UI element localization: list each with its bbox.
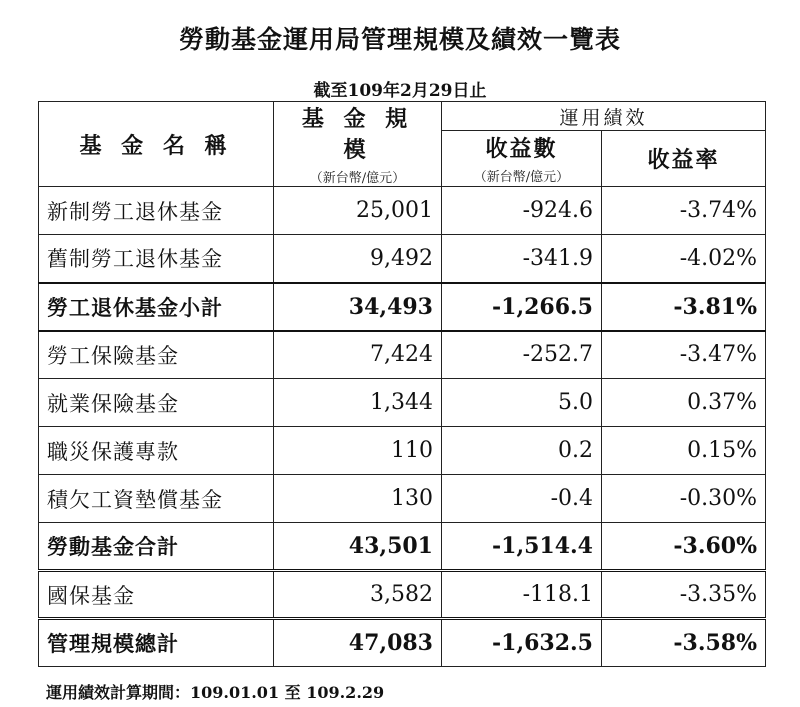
grand-total-row — [39, 619, 766, 667]
total-row — [39, 523, 766, 571]
scale-cell: 130 — [274, 475, 442, 523]
fund-name-cell: 管理規模總計 — [39, 619, 274, 667]
income-cell: 5.0 — [442, 379, 602, 427]
fund-name-cell: 職災保護專款 — [39, 427, 274, 475]
table-row — [39, 379, 766, 427]
table-row — [39, 187, 766, 235]
header-income: 收益數 （新台幣/億元） — [442, 131, 602, 187]
fund-name-cell: 舊制勞工退休基金 — [39, 235, 274, 283]
income-cell: -252.7 — [442, 331, 602, 379]
fund-name-cell: 勞工退休基金小計 — [39, 283, 274, 331]
scale-cell: 9,492 — [274, 235, 442, 283]
rate-cell: -3.81% — [602, 283, 766, 331]
header-scale-unit: （新台幣/億元） — [309, 171, 406, 186]
fund-name-cell: 新制勞工退休基金 — [39, 187, 274, 235]
table-row — [39, 427, 766, 475]
calculation-period-note: 運用績效計算期間：109.01.01 至 109.2.29 — [46, 683, 385, 702]
fund-performance-table — [38, 101, 766, 667]
income-cell: -341.9 — [442, 235, 602, 283]
income-cell: -924.6 — [442, 187, 602, 235]
header-rate: 收益率 — [602, 131, 766, 187]
scale-cell: 3,582 — [274, 571, 442, 619]
rate-cell: -3.47% — [602, 331, 766, 379]
rate-cell: 0.15% — [602, 427, 766, 475]
rate-cell: -0.30% — [602, 475, 766, 523]
scale-cell: 25,001 — [274, 187, 442, 235]
rate-cell: -4.02% — [602, 235, 766, 283]
rate-cell: -3.60% — [602, 523, 766, 571]
rate-cell: -3.35% — [602, 571, 766, 619]
rate-cell: -3.74% — [602, 187, 766, 235]
subtotal-row — [39, 283, 766, 331]
table-row — [39, 571, 766, 619]
table-row — [39, 331, 766, 379]
header-fund-name: 基 金 名 稱 — [39, 102, 274, 187]
scale-cell: 110 — [274, 427, 442, 475]
scale-cell: 1,344 — [274, 379, 442, 427]
income-cell: -1,632.5 — [442, 619, 602, 667]
date-subtitle: 截至109年2月29日止 — [313, 81, 487, 101]
income-cell: -0.4 — [442, 475, 602, 523]
rate-cell: -3.58% — [602, 619, 766, 667]
fund-name-cell: 就業保險基金 — [39, 379, 274, 427]
fund-name-cell: 勞動基金合計 — [39, 523, 274, 571]
scale-cell: 47,083 — [274, 619, 442, 667]
income-cell: -1,514.4 — [442, 523, 602, 571]
header-performance-group: 運用績效 — [442, 102, 766, 131]
scale-cell: 7,424 — [274, 331, 442, 379]
income-cell: -118.1 — [442, 571, 602, 619]
fund-name-cell: 勞工保險基金 — [39, 331, 274, 379]
rate-cell: 0.37% — [602, 379, 766, 427]
table-row — [39, 235, 766, 283]
fund-name-cell: 積欠工資墊償基金 — [39, 475, 274, 523]
header-scale: 基 金 規 模 （新台幣/億元） — [274, 102, 442, 187]
page-title: 勞動基金運用局管理規模及績效一覽表 — [178, 25, 621, 54]
header-income-unit: （新台幣/億元） — [473, 170, 570, 185]
table-row — [39, 475, 766, 523]
scale-cell: 34,493 — [274, 283, 442, 331]
income-cell: -1,266.5 — [442, 283, 602, 331]
income-cell: 0.2 — [442, 427, 602, 475]
fund-name-cell: 國保基金 — [39, 571, 274, 619]
scale-cell: 43,501 — [274, 523, 442, 571]
